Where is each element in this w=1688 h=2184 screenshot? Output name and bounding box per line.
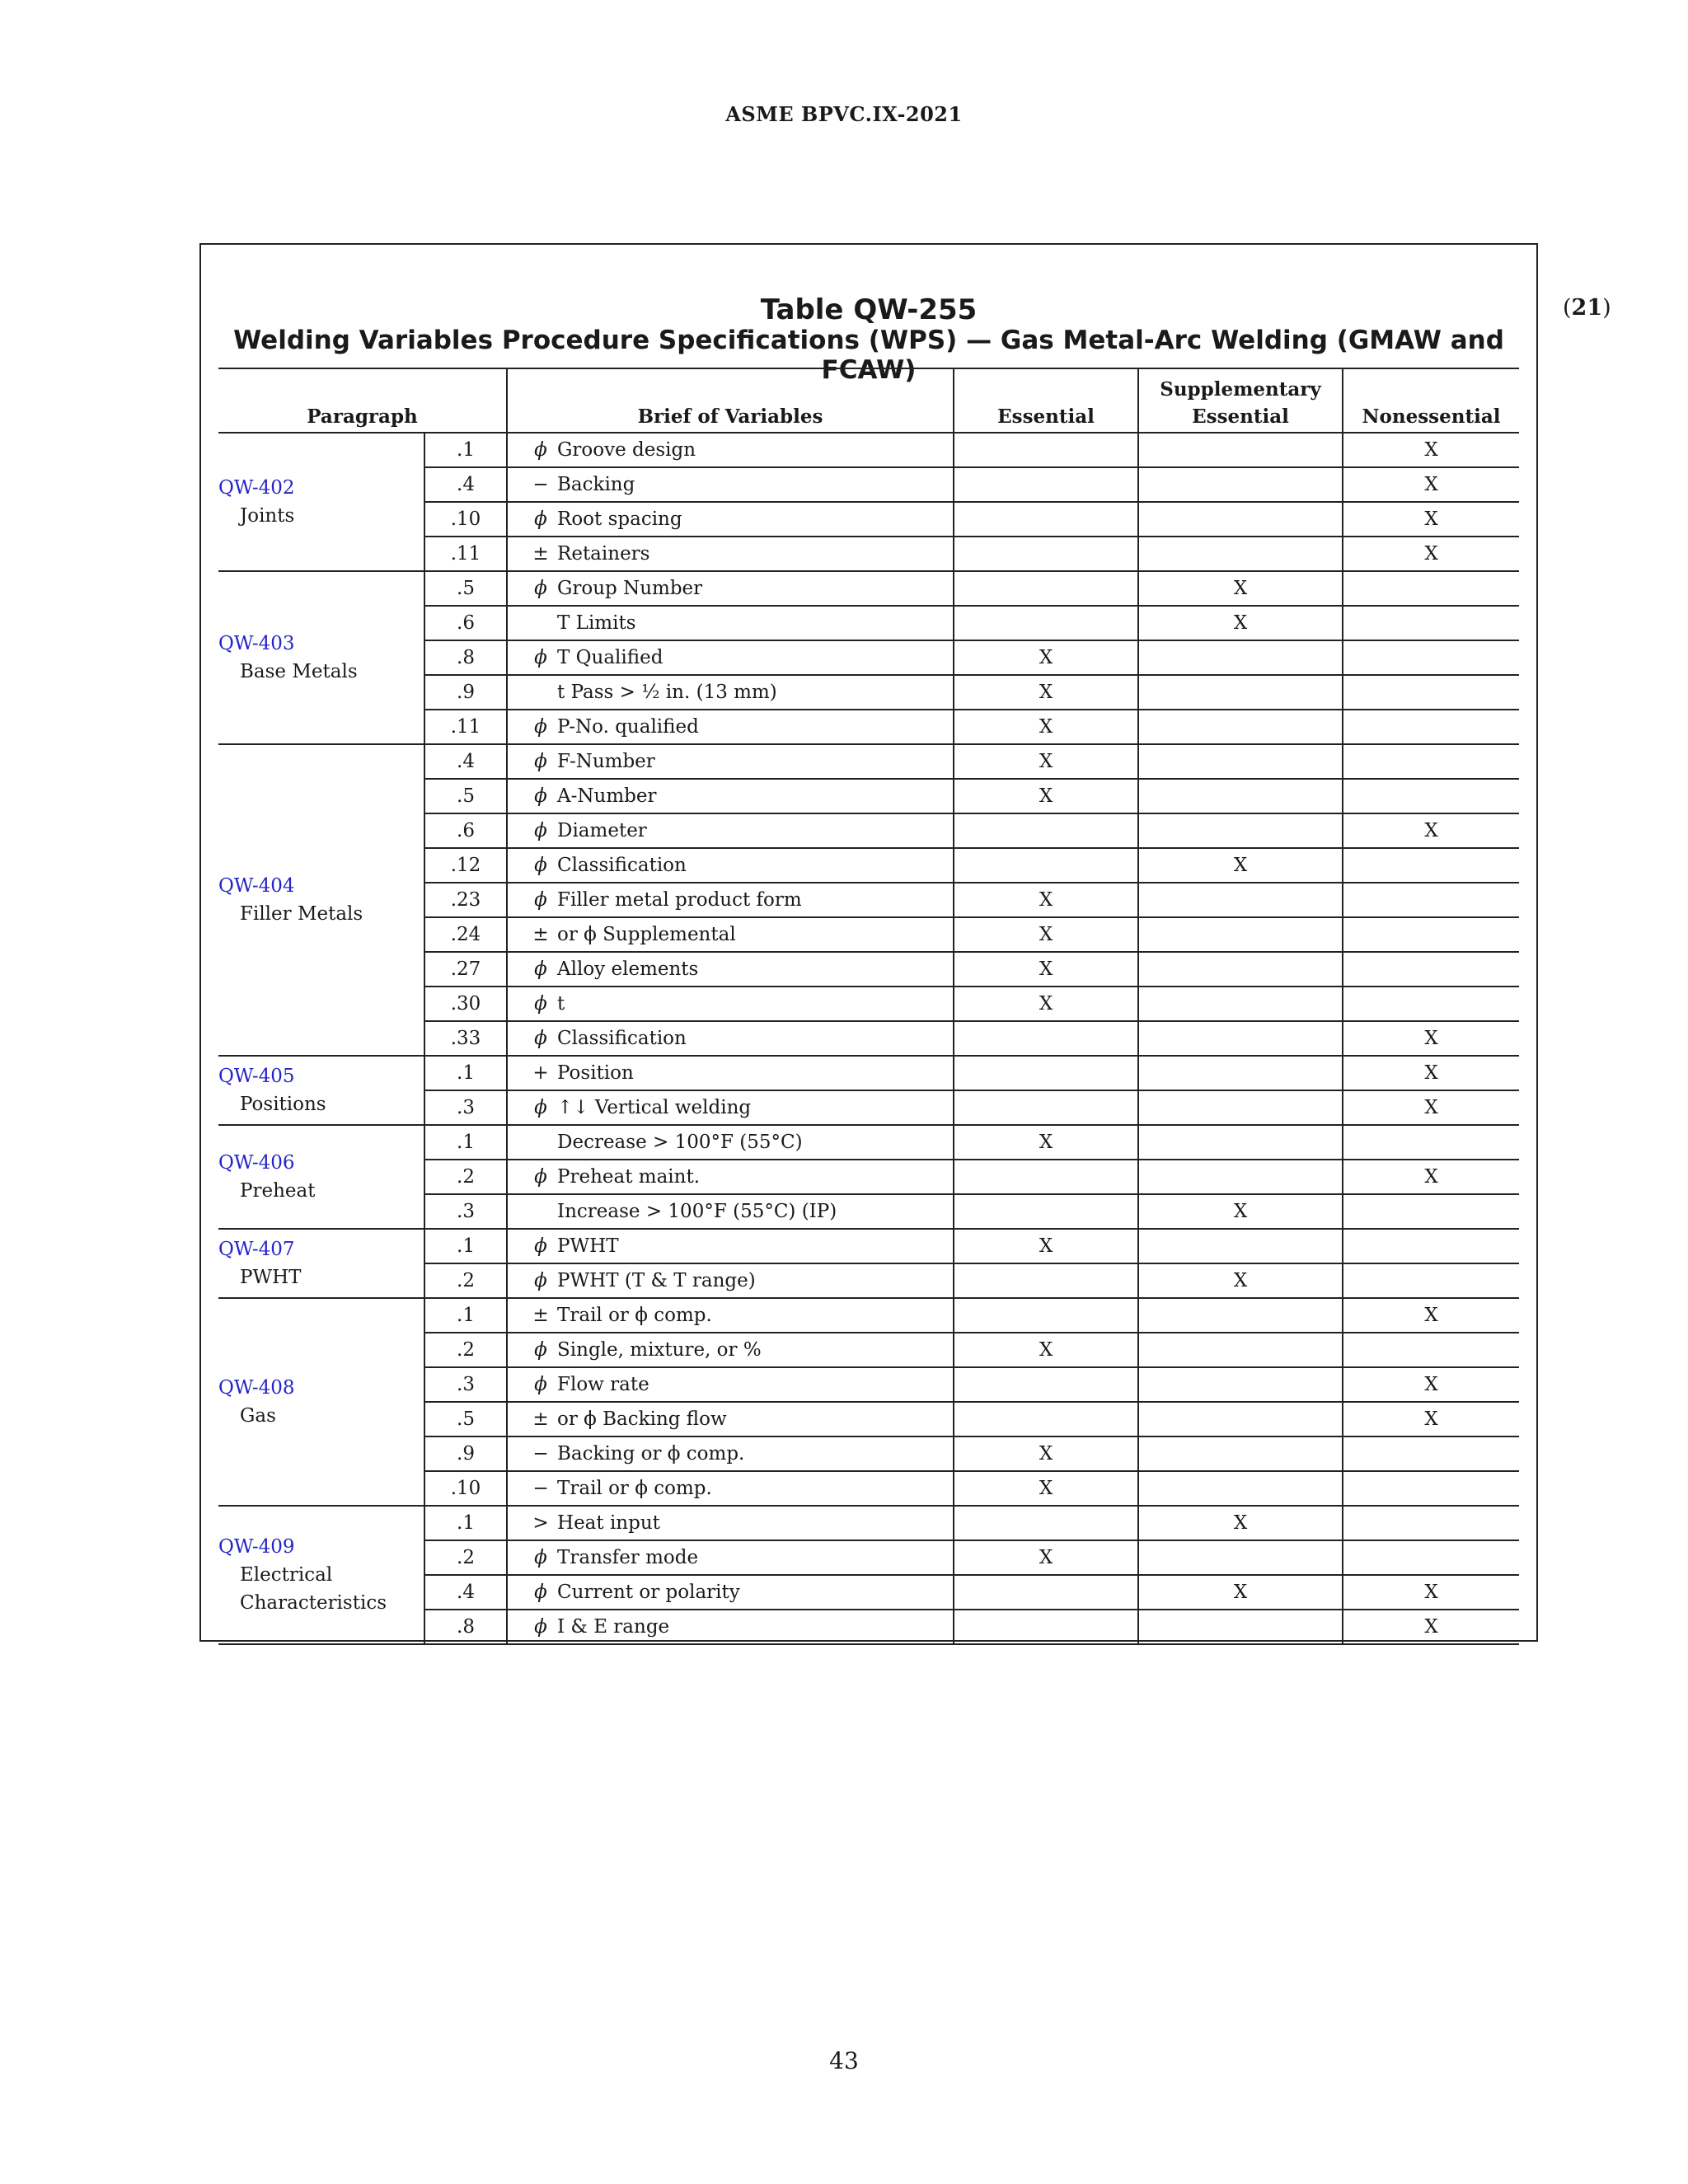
subparagraph-cell: .4 [424, 467, 507, 502]
supplementary-cell [1138, 1333, 1343, 1367]
brief-cell [507, 1540, 954, 1575]
subparagraph-cell: .6 [424, 606, 507, 640]
paragraph-code[interactable]: QW-407 [218, 1239, 295, 1260]
variable-description: Alloy elements [557, 958, 699, 980]
nonessential-cell: X [1343, 537, 1519, 571]
nonessential-cell [1343, 917, 1519, 952]
nonessential-cell: X [1343, 813, 1519, 848]
subparagraph-cell: .3 [424, 1367, 507, 1402]
essential-cell: X [954, 917, 1138, 952]
variable-description: or ϕ Supplemental [557, 924, 736, 945]
brief-cell [507, 883, 954, 917]
essential-cell: X [954, 987, 1138, 1021]
essential-cell [954, 1263, 1138, 1298]
brief-cell [507, 987, 954, 1021]
nonessential-cell [1343, 987, 1519, 1021]
supplementary-cell [1138, 1610, 1343, 1644]
subparagraph-cell: .1 [424, 1298, 507, 1333]
nonessential-cell [1343, 1333, 1519, 1367]
subparagraph-cell: .11 [424, 710, 507, 744]
nonessential-cell [1343, 1263, 1519, 1298]
brief-cell [507, 433, 954, 467]
supplementary-cell [1138, 813, 1343, 848]
supplementary-cell [1138, 675, 1343, 710]
nonessential-cell [1343, 675, 1519, 710]
subparagraph-cell: .2 [424, 1540, 507, 1575]
paragraph-cell [218, 744, 424, 1056]
essential-cell: X [954, 1540, 1138, 1575]
paragraph-title: PWHT [240, 1267, 302, 1288]
variable-description: t Pass > ¹⁄₂ in. (13 mm) [557, 682, 777, 703]
header-supplementary-line1: Supplementary [1160, 378, 1321, 401]
subparagraph-cell: .4 [424, 1575, 507, 1610]
nonessential-cell [1343, 571, 1519, 606]
brief-cell [507, 537, 954, 571]
revision-mark: (21) [1563, 295, 1611, 321]
subparagraph-cell: .27 [424, 952, 507, 987]
essential-cell [954, 1298, 1138, 1333]
essential-cell [954, 1575, 1138, 1610]
subparagraph-cell: .6 [424, 813, 507, 848]
subparagraph-cell: .8 [424, 640, 507, 675]
supplementary-cell [1138, 1125, 1343, 1160]
variable-symbol: ϕ [534, 958, 547, 980]
subparagraph-cell: .11 [424, 537, 507, 571]
variable-description: Classification [557, 855, 687, 876]
nonessential-cell: X [1343, 1367, 1519, 1402]
table-row [218, 433, 1519, 467]
subparagraph-cell: .10 [424, 502, 507, 537]
paragraph-code[interactable]: QW-406 [218, 1152, 295, 1174]
nonessential-cell [1343, 1229, 1519, 1263]
variable-symbol: ϕ [534, 439, 547, 461]
essential-cell [954, 571, 1138, 606]
supplementary-cell [1138, 502, 1343, 537]
brief-cell [507, 1506, 954, 1540]
essential-cell [954, 606, 1138, 640]
supplementary-cell: X [1138, 848, 1343, 883]
essential-cell [954, 1506, 1138, 1540]
essential-cell: X [954, 675, 1138, 710]
variable-symbol: ϕ [534, 993, 547, 1015]
variable-symbol: ϕ [534, 1616, 547, 1638]
variable-description: Single, mixture, or % [557, 1339, 762, 1361]
supplementary-cell [1138, 467, 1343, 502]
brief-cell [507, 1194, 954, 1229]
paragraph-code[interactable]: QW-409 [218, 1536, 295, 1558]
nonessential-cell [1343, 1506, 1519, 1540]
essential-cell [954, 1402, 1138, 1436]
variable-description: Retainers [557, 543, 650, 565]
subparagraph-cell: .1 [424, 1229, 507, 1263]
supplementary-cell [1138, 883, 1343, 917]
subparagraph-cell: .3 [424, 1090, 507, 1125]
variable-description: F-Number [557, 751, 655, 772]
variable-description: Root spacing [557, 509, 682, 530]
nonessential-cell [1343, 1194, 1519, 1229]
subparagraph-cell: .24 [424, 917, 507, 952]
table-row [218, 1125, 1519, 1160]
brief-cell [507, 467, 954, 502]
nonessential-cell: X [1343, 1298, 1519, 1333]
subparagraph-cell: .1 [424, 1056, 507, 1090]
variable-symbol: − [532, 474, 549, 495]
paragraph-code[interactable]: QW-402 [218, 477, 295, 499]
variable-description: Transfer mode [557, 1547, 699, 1568]
brief-cell [507, 813, 954, 848]
variable-symbol: − [532, 1478, 549, 1499]
essential-cell [954, 1367, 1138, 1402]
table-body [218, 433, 1519, 1644]
supplementary-cell: X [1138, 606, 1343, 640]
variable-symbol: ± [532, 1408, 549, 1430]
nonessential-cell [1343, 952, 1519, 987]
variable-description: Preheat maint. [557, 1166, 701, 1188]
variable-description: Trail or ϕ comp. [557, 1305, 712, 1326]
variable-description: P-No. qualified [557, 716, 699, 738]
paragraph-title: Characteristics [240, 1592, 387, 1614]
supplementary-cell [1138, 744, 1343, 779]
nonessential-cell [1343, 1540, 1519, 1575]
subparagraph-cell: .9 [424, 675, 507, 710]
paragraph-cell [218, 1298, 424, 1506]
brief-cell [507, 606, 954, 640]
supplementary-cell [1138, 537, 1343, 571]
paragraph-code[interactable]: QW-404 [218, 875, 295, 897]
nonessential-cell [1343, 848, 1519, 883]
subparagraph-cell: .1 [424, 433, 507, 467]
brief-cell [507, 848, 954, 883]
nonessential-cell: X [1343, 1575, 1519, 1610]
revision-number: 21 [1571, 295, 1603, 321]
table-caption: Welding Variables Procedure Specifications (WPS) — Gas Metal-Arc Welding (GMAW and FCAW) [233, 326, 1504, 385]
header-supplementary-line2: Essential [1192, 405, 1289, 428]
nonessential-cell [1343, 606, 1519, 640]
supplementary-cell [1138, 1229, 1343, 1263]
paragraph-title: Gas [240, 1405, 276, 1427]
essential-cell [954, 813, 1138, 848]
variable-description: PWHT [557, 1235, 619, 1257]
variable-symbol: ± [532, 1305, 549, 1326]
supplementary-cell [1138, 640, 1343, 675]
nonessential-cell [1343, 883, 1519, 917]
subparagraph-cell: .2 [424, 1160, 507, 1194]
subparagraph-cell: .8 [424, 1610, 507, 1644]
subparagraph-cell: .5 [424, 571, 507, 606]
supplementary-cell [1138, 917, 1343, 952]
variable-description: Groove design [557, 439, 696, 461]
subparagraph-cell: .5 [424, 779, 507, 813]
essential-cell: X [954, 1229, 1138, 1263]
brief-cell [507, 917, 954, 952]
variable-symbol: ϕ [534, 889, 547, 911]
variable-description: Heat input [557, 1512, 660, 1534]
paragraph-title: Joints [240, 505, 295, 527]
essential-cell [954, 537, 1138, 571]
supplementary-cell [1138, 1540, 1343, 1575]
variable-symbol: ϕ [534, 1235, 547, 1257]
variable-description: Decrease > 100°F (55°C) [557, 1132, 803, 1153]
supplementary-cell [1138, 1160, 1343, 1194]
subparagraph-cell: .3 [424, 1194, 507, 1229]
supplementary-cell [1138, 1056, 1343, 1090]
essential-cell [954, 1090, 1138, 1125]
subparagraph-cell: .10 [424, 1471, 507, 1506]
essential-cell: X [954, 640, 1138, 675]
brief-cell [507, 1056, 954, 1090]
nonessential-cell [1343, 1125, 1519, 1160]
running-head: ASME BPVC.IX-2021 [725, 102, 963, 126]
subparagraph-cell: .9 [424, 1436, 507, 1471]
nonessential-cell [1343, 1471, 1519, 1506]
brief-cell [507, 571, 954, 606]
brief-cell [507, 1333, 954, 1367]
brief-cell [507, 502, 954, 537]
brief-cell [507, 710, 954, 744]
brief-cell [507, 1160, 954, 1194]
nonessential-cell [1343, 744, 1519, 779]
essential-cell: X [954, 744, 1138, 779]
paragraph-code[interactable]: QW-408 [218, 1377, 295, 1399]
essential-cell: X [954, 710, 1138, 744]
variable-symbol: ϕ [534, 1270, 547, 1291]
subparagraph-cell: .5 [424, 1402, 507, 1436]
variable-description: Group Number [557, 578, 703, 599]
paragraph-cell [218, 433, 424, 571]
variable-description: Diameter [557, 820, 647, 841]
variable-description: PWHT (T & T range) [557, 1270, 756, 1291]
supplementary-cell [1138, 1298, 1343, 1333]
variable-description: or ϕ Backing flow [557, 1408, 727, 1430]
subparagraph-cell: .33 [424, 1021, 507, 1056]
brief-cell [507, 1471, 954, 1506]
variable-symbol: ϕ [534, 647, 547, 668]
variable-description: Backing or ϕ comp. [557, 1443, 745, 1465]
variable-symbol: ϕ [534, 1028, 547, 1049]
nonessential-cell: X [1343, 1610, 1519, 1644]
nonessential-cell: X [1343, 1090, 1519, 1125]
subparagraph-cell: .23 [424, 883, 507, 917]
essential-cell [954, 1160, 1138, 1194]
supplementary-cell: X [1138, 1263, 1343, 1298]
supplementary-cell [1138, 1436, 1343, 1471]
header-essential: Essential [954, 368, 1138, 433]
subparagraph-cell: .1 [424, 1125, 507, 1160]
nonessential-cell [1343, 710, 1519, 744]
variable-symbol: − [532, 1443, 549, 1465]
paragraph-title: Positions [240, 1094, 326, 1115]
page-number: 43 [829, 2047, 859, 2074]
variable-description: Trail or ϕ comp. [557, 1478, 712, 1499]
variable-symbol: ϕ [534, 1097, 547, 1118]
supplementary-cell [1138, 1367, 1343, 1402]
paragraph-title: Preheat [240, 1180, 316, 1202]
nonessential-cell: X [1343, 433, 1519, 467]
supplementary-cell: X [1138, 571, 1343, 606]
paragraph-title: Filler Metals [240, 903, 363, 925]
variable-symbol: ϕ [534, 855, 547, 876]
subparagraph-cell: .4 [424, 744, 507, 779]
variable-description: Increase > 100°F (55°C) (IP) [557, 1201, 837, 1222]
variable-symbol: ± [532, 924, 549, 945]
supplementary-cell [1138, 779, 1343, 813]
essential-cell [954, 848, 1138, 883]
variable-symbol: + [532, 1062, 549, 1084]
variable-symbol: ϕ [534, 751, 547, 772]
variable-symbol: ϕ [534, 1166, 547, 1188]
supplementary-cell: X [1138, 1194, 1343, 1229]
nonessential-cell: X [1343, 502, 1519, 537]
supplementary-cell: X [1138, 1506, 1343, 1540]
supplementary-cell: X [1138, 1575, 1343, 1610]
variable-symbol: ± [532, 543, 549, 565]
variable-symbol: ϕ [534, 820, 547, 841]
paragraph-code[interactable]: QW-405 [218, 1066, 295, 1087]
variable-symbol: > [532, 1512, 549, 1534]
essential-cell [954, 1021, 1138, 1056]
brief-cell [507, 1610, 954, 1644]
brief-cell [507, 640, 954, 675]
nonessential-cell [1343, 640, 1519, 675]
nonessential-cell: X [1343, 1160, 1519, 1194]
table-row [218, 571, 1519, 606]
nonessential-cell [1343, 1436, 1519, 1471]
table-number: Table QW-255 [760, 293, 978, 326]
nonessential-cell: X [1343, 1402, 1519, 1436]
nonessential-cell: X [1343, 467, 1519, 502]
brief-cell [507, 1436, 954, 1471]
paragraph-cell [218, 571, 424, 744]
variable-symbol: ϕ [534, 716, 547, 738]
supplementary-cell [1138, 433, 1343, 467]
brief-cell [507, 675, 954, 710]
essential-cell [954, 433, 1138, 467]
brief-cell [507, 1263, 954, 1298]
supplementary-cell [1138, 1402, 1343, 1436]
table-row [218, 1298, 1519, 1333]
brief-cell [507, 952, 954, 987]
supplementary-cell [1138, 1090, 1343, 1125]
header-supplementary [1138, 368, 1343, 433]
subparagraph-cell: .12 [424, 848, 507, 883]
table-row [218, 1229, 1519, 1263]
supplementary-cell [1138, 1471, 1343, 1506]
brief-cell [507, 779, 954, 813]
brief-cell [507, 1229, 954, 1263]
variable-description: Flow rate [557, 1374, 649, 1395]
brief-cell [507, 1298, 954, 1333]
header-nonessential: Nonessential [1343, 368, 1519, 433]
variable-description: t [557, 993, 565, 1015]
subparagraph-cell: .2 [424, 1263, 507, 1298]
brief-cell [507, 1575, 954, 1610]
table-row [218, 744, 1519, 779]
variable-symbol: ϕ [534, 785, 547, 807]
variable-description: Position [557, 1062, 634, 1084]
variable-symbol: ϕ [534, 1582, 547, 1603]
variable-description: Filler metal product form [557, 889, 802, 911]
supplementary-cell [1138, 1021, 1343, 1056]
paragraph-title: Base Metals [240, 661, 358, 682]
subparagraph-cell: .2 [424, 1333, 507, 1367]
essential-cell [954, 1056, 1138, 1090]
variable-symbol: ϕ [534, 1374, 547, 1395]
brief-cell [507, 1125, 954, 1160]
brief-cell [507, 1021, 954, 1056]
essential-cell [954, 1194, 1138, 1229]
variable-description: Backing [557, 474, 635, 495]
header-brief: Brief of Variables [507, 368, 954, 433]
essential-cell [954, 467, 1138, 502]
brief-cell [507, 1090, 954, 1125]
variable-symbol: ϕ [534, 1547, 547, 1568]
brief-cell [507, 744, 954, 779]
essential-cell: X [954, 1436, 1138, 1471]
variable-description: T Limits [557, 612, 636, 634]
variable-description: T Qualified [557, 647, 663, 668]
variable-description: A-Number [557, 785, 657, 807]
paragraph-cell [218, 1056, 424, 1125]
header-row [218, 368, 1519, 433]
welding-variables-table [218, 368, 1519, 1645]
paragraph-cell [218, 1506, 424, 1644]
brief-cell [507, 1367, 954, 1402]
essential-cell: X [954, 1125, 1138, 1160]
variable-description: Classification [557, 1028, 687, 1049]
essential-cell: X [954, 1333, 1138, 1367]
essential-cell: X [954, 883, 1138, 917]
subparagraph-cell: .30 [424, 987, 507, 1021]
paragraph-title: Electrical [240, 1564, 333, 1586]
subparagraph-cell: .1 [424, 1506, 507, 1540]
variable-description: ↑↓ Vertical welding [557, 1097, 752, 1118]
paragraph-code[interactable]: QW-403 [218, 633, 295, 654]
essential-cell [954, 1610, 1138, 1644]
table-row [218, 1506, 1519, 1540]
paragraph-cell [218, 1229, 424, 1298]
essential-cell: X [954, 952, 1138, 987]
brief-cell [507, 1402, 954, 1436]
table-row [218, 1056, 1519, 1090]
supplementary-cell [1138, 710, 1343, 744]
nonessential-cell [1343, 779, 1519, 813]
supplementary-cell [1138, 987, 1343, 1021]
essential-cell [954, 502, 1138, 537]
nonessential-cell: X [1343, 1021, 1519, 1056]
supplementary-cell [1138, 952, 1343, 987]
variable-symbol: ϕ [534, 1339, 547, 1361]
nonessential-cell: X [1343, 1056, 1519, 1090]
variable-symbol: ϕ [534, 578, 547, 599]
variable-symbol: ϕ [534, 509, 547, 530]
variable-description: Current or polarity [557, 1582, 740, 1603]
header-paragraph: Paragraph [218, 368, 507, 433]
paragraph-cell [218, 1125, 424, 1229]
essential-cell: X [954, 1471, 1138, 1506]
variable-description: I & E range [557, 1616, 670, 1638]
essential-cell: X [954, 779, 1138, 813]
